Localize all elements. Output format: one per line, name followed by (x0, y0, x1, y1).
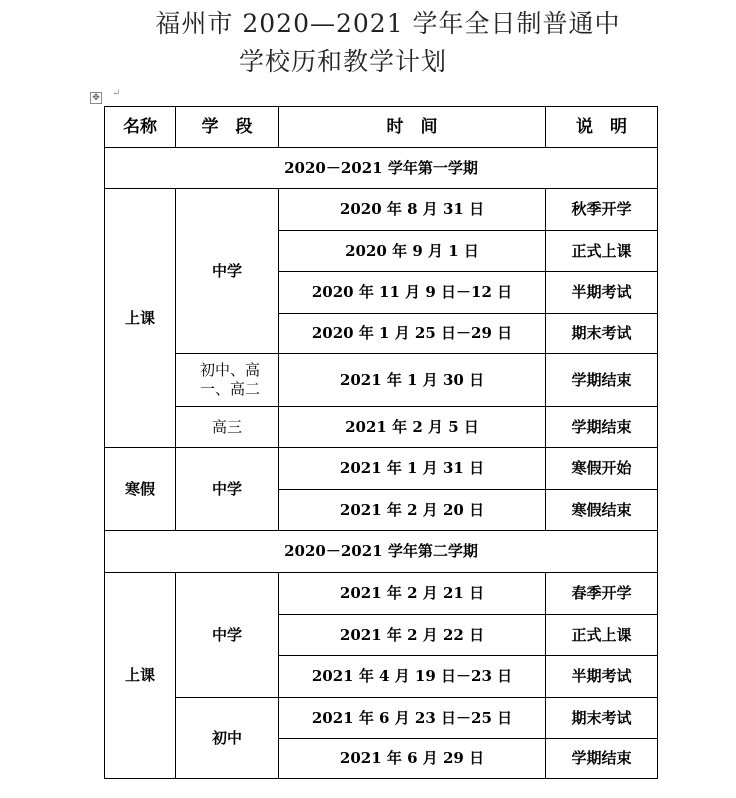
semester-2-heading: 2020－2021 学年第二学期 (105, 531, 658, 573)
table-row (105, 189, 658, 231)
header-name: 名称 (105, 107, 176, 148)
class-label: 上课 (105, 573, 176, 779)
time-cell: 2020 年 1 月 25 日－29 日 (279, 314, 546, 354)
note-cell: 期末考试 (546, 314, 658, 354)
note-cell: 期末考试 (546, 698, 658, 739)
note-cell: 春季开学 (546, 573, 658, 615)
header-stage: 学 段 (176, 107, 279, 148)
note-cell: 正式上课 (546, 231, 658, 272)
time-cell: 2021 年 1 月 31 日 (279, 448, 546, 490)
stage-cell: 中学 (176, 189, 279, 354)
semester-1-heading: 2020－2021 学年第一学期 (105, 148, 658, 189)
school-calendar-table (104, 106, 658, 779)
note-cell: 半期考试 (546, 272, 658, 314)
time-cell: 2021 年 2 月 22 日 (279, 615, 546, 656)
note-cell: 学期结束 (546, 354, 658, 407)
winter-label: 寒假 (105, 448, 176, 531)
time-cell: 2020 年 8 月 31 日 (279, 189, 546, 231)
note-cell: 秋季开学 (546, 189, 658, 231)
header-time: 时 间 (279, 107, 546, 148)
time-cell: 2020 年 9 月 1 日 (279, 231, 546, 272)
table-row (105, 698, 658, 739)
note-cell: 寒假结束 (546, 490, 658, 531)
note-cell: 学期结束 (546, 407, 658, 448)
stage-cell: 初中、高一、高二 (176, 354, 279, 407)
time-cell: 2021 年 2 月 20 日 (279, 490, 546, 531)
note-cell: 学期结束 (546, 739, 658, 779)
time-cell: 2021 年 6 月 23 日－25 日 (279, 698, 546, 739)
table-row (105, 448, 658, 490)
note-cell: 正式上课 (546, 615, 658, 656)
class-label: 上课 (105, 189, 176, 448)
time-cell: 2021 年 4 月 19 日－23 日 (279, 656, 546, 698)
time-cell: 2021 年 2 月 21 日 (279, 573, 546, 615)
stage-cell: 中学 (176, 448, 279, 531)
time-cell: 2021 年 1 月 30 日 (279, 354, 546, 407)
table-row (105, 407, 658, 448)
time-cell: 2020 年 11 月 9 日－12 日 (279, 272, 546, 314)
stage-cell: 中学 (176, 573, 279, 698)
document-title-line2: 学校历和教学计划 (238, 47, 447, 76)
stage-cell: 高三 (176, 407, 279, 448)
table-row (105, 573, 658, 615)
time-cell: 2021 年 2 月 5 日 (279, 407, 546, 448)
header-row (105, 107, 658, 148)
paragraph-mark-icon: ↵ (112, 88, 121, 99)
header-note: 说 明 (546, 107, 658, 148)
table-move-handle-icon[interactable]: ✥ (90, 92, 102, 104)
stage-cell: 初中 (176, 698, 279, 779)
document-title-line1: 福州市 2020—2021 学年全日制普通中 (155, 9, 621, 38)
note-cell: 寒假开始 (546, 448, 658, 490)
time-cell: 2021 年 6 月 29 日 (279, 739, 546, 779)
note-cell: 半期考试 (546, 656, 658, 698)
table-row (105, 354, 658, 407)
